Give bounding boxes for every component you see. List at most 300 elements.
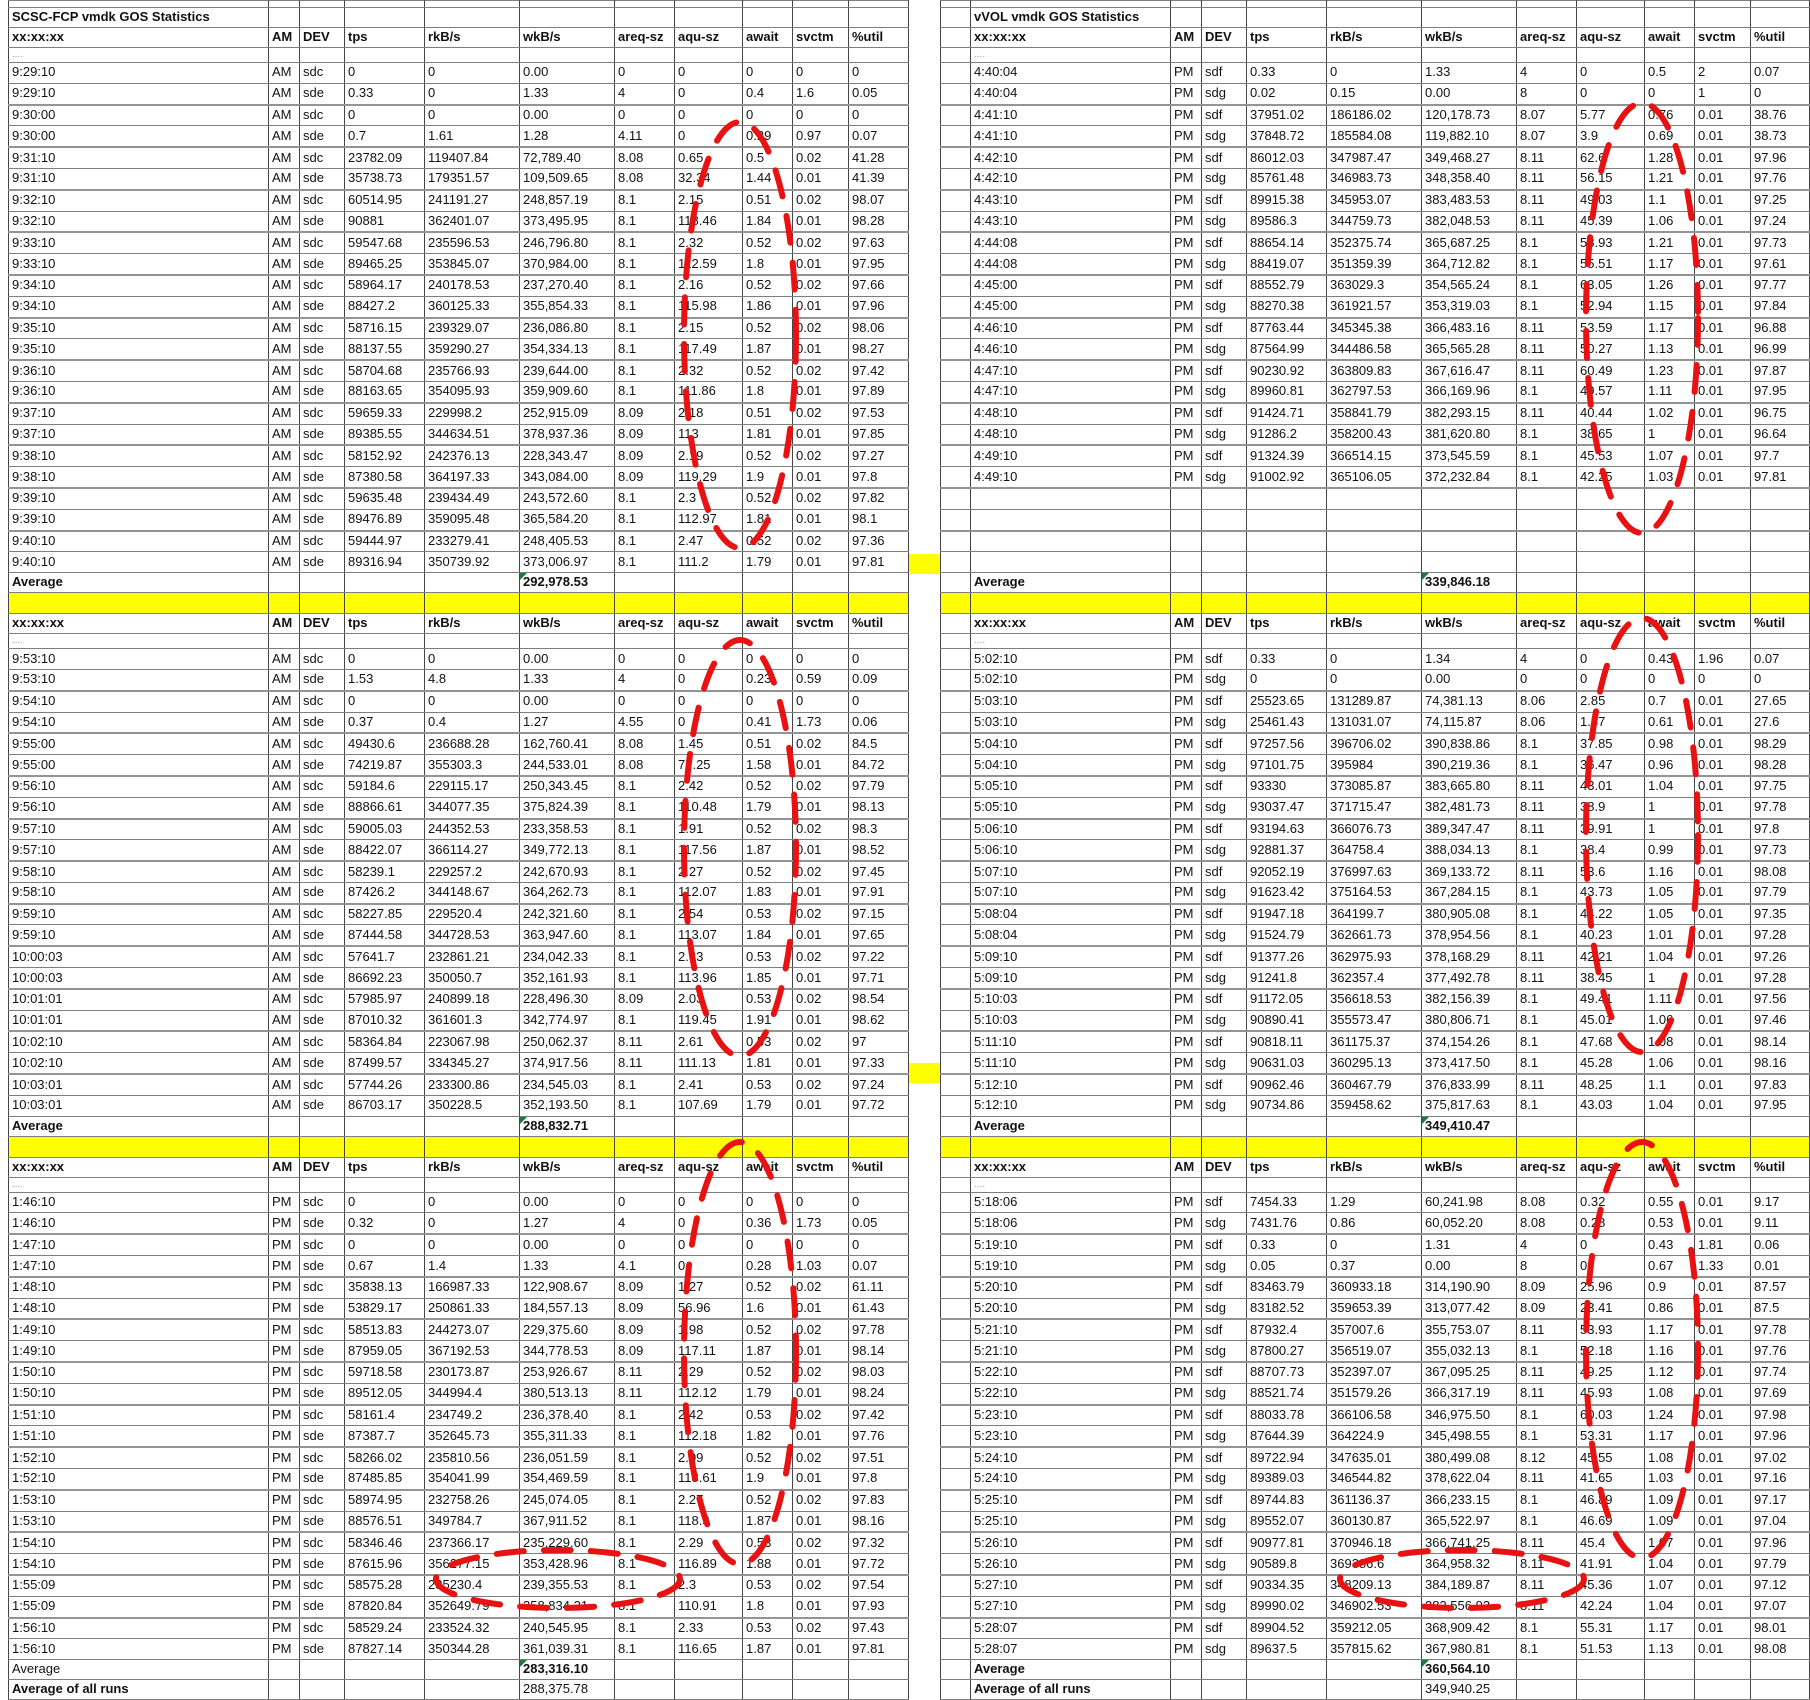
cell-areq-sz[interactable]: 8.09 xyxy=(615,989,675,1010)
column-header-tps[interactable]: tps xyxy=(1247,614,1327,634)
cell-svctm[interactable]: 0.01 xyxy=(793,424,849,445)
column-header-areq-sz[interactable]: areq-sz xyxy=(615,28,675,48)
cell-await[interactable]: 1.17 xyxy=(1645,1319,1695,1340)
cell-wkbs[interactable]: 367,911.52 xyxy=(520,1511,615,1532)
cell-ampm[interactable]: PM xyxy=(1171,1192,1202,1213)
cell-ampm[interactable]: PM xyxy=(1171,882,1202,903)
cell-svctm[interactable]: 0.01 xyxy=(793,296,849,317)
cell-areq-sz[interactable]: 8.1 xyxy=(1517,1053,1577,1074)
cell-util[interactable]: 98.54 xyxy=(849,989,909,1010)
cell-rkbs[interactable]: 232758.26 xyxy=(425,1490,520,1511)
cell-util[interactable]: 0 xyxy=(1751,83,1810,104)
cell-util[interactable]: 97.76 xyxy=(1751,168,1810,189)
cell-aqu-sz[interactable]: 117.11 xyxy=(675,1341,743,1362)
cell-svctm[interactable]: 0.01 xyxy=(793,211,849,232)
cell-areq-sz[interactable]: 8.1 xyxy=(1517,1618,1577,1639)
cell-svctm[interactable]: 0.01 xyxy=(1695,445,1751,466)
cell-tps[interactable]: 97257.56 xyxy=(1247,733,1327,754)
cell-await[interactable]: 0.52 xyxy=(743,531,793,552)
cell-time[interactable]: 4:48:10 xyxy=(971,424,1171,445)
cell-svctm[interactable]: 0.01 xyxy=(793,1554,849,1575)
cell-tps[interactable]: 91286.2 xyxy=(1247,424,1327,445)
cell-wkbs[interactable]: 234,545.03 xyxy=(520,1074,615,1095)
cell-await[interactable]: 1.8 xyxy=(743,381,793,402)
cell-util[interactable]: 97.56 xyxy=(1751,989,1810,1010)
cell-tps[interactable]: 74219.87 xyxy=(345,755,425,776)
cell-dev[interactable]: sde xyxy=(300,126,345,147)
cell-areq-sz[interactable]: 8.1 xyxy=(615,509,675,530)
cell-util[interactable]: 97.95 xyxy=(1751,1095,1810,1116)
cell-svctm[interactable]: 0.01 xyxy=(1695,1426,1751,1447)
cell-await[interactable]: 0.67 xyxy=(1645,1256,1695,1277)
cell-areq-sz[interactable]: 4 xyxy=(615,1213,675,1234)
cell-svctm[interactable]: 0.01 xyxy=(793,552,849,573)
cell-wkbs[interactable]: 378,168.29 xyxy=(1422,946,1517,967)
cell-util[interactable]: 97.72 xyxy=(849,1554,909,1575)
cell-ampm[interactable]: PM xyxy=(1171,254,1202,275)
cell-wkbs[interactable]: 252,915.09 xyxy=(520,403,615,424)
cell-wkbs[interactable]: 346,975.50 xyxy=(1422,1405,1517,1426)
cell-util[interactable]: 84.5 xyxy=(849,733,909,754)
cell-time[interactable]: 9:33:10 xyxy=(9,232,269,253)
cell-time[interactable]: 5:22:10 xyxy=(971,1383,1171,1404)
cell-tps[interactable]: 89990.02 xyxy=(1247,1596,1327,1617)
cell-dev[interactable]: sdc xyxy=(300,1192,345,1213)
cell-rkbs[interactable]: 362797.53 xyxy=(1327,381,1422,402)
cell-util[interactable]: 96.88 xyxy=(1751,318,1810,339)
cell-areq-sz[interactable]: 8.1 xyxy=(615,1010,675,1031)
cell-tps[interactable]: 59659.33 xyxy=(345,403,425,424)
cell-tps[interactable]: 87387.7 xyxy=(345,1426,425,1447)
cell-rkbs[interactable]: 235596.53 xyxy=(425,232,520,253)
cell-areq-sz[interactable]: 8.11 xyxy=(1517,211,1577,232)
cell-aqu-sz[interactable]: 112.97 xyxy=(675,509,743,530)
cell-time[interactable]: 5:12:10 xyxy=(971,1074,1171,1095)
cell-util[interactable]: 97.81 xyxy=(849,552,909,573)
cell-tps[interactable]: 1.53 xyxy=(345,669,425,690)
cell-wkbs[interactable]: 367,616.47 xyxy=(1422,360,1517,381)
cell-rkbs[interactable]: 349784.7 xyxy=(425,1511,520,1532)
cell-util[interactable]: 97.83 xyxy=(849,1490,909,1511)
cell-await[interactable]: 1.16 xyxy=(1645,861,1695,882)
cell-tps[interactable]: 88163.65 xyxy=(345,381,425,402)
cell-areq-sz[interactable]: 4 xyxy=(1517,649,1577,670)
cell-dev[interactable]: sdc xyxy=(300,1490,345,1511)
column-header-dev[interactable]: DEV xyxy=(1202,28,1247,48)
cell-dev[interactable]: sdc xyxy=(300,1234,345,1255)
cell-util[interactable]: 98.14 xyxy=(1751,1031,1810,1052)
average-all-runs-wkbs-value[interactable]: 288,375.78 xyxy=(520,1680,615,1700)
cell-svctm[interactable]: 0.01 xyxy=(1695,946,1751,967)
cell-svctm[interactable]: 0.01 xyxy=(1695,1192,1751,1213)
cell-ampm[interactable]: PM xyxy=(1171,776,1202,797)
cell-await[interactable]: 1.07 xyxy=(1645,1532,1695,1553)
cell-time[interactable]: 1:55:09 xyxy=(9,1575,269,1596)
cell-rkbs[interactable]: 0 xyxy=(1327,669,1422,690)
column-header-ampm[interactable]: AM xyxy=(269,28,300,48)
column-header-tps[interactable]: tps xyxy=(345,1157,425,1177)
cell-wkbs[interactable]: 60,052.20 xyxy=(1422,1213,1517,1234)
column-header-areq-sz[interactable]: areq-sz xyxy=(1517,614,1577,634)
cell-dev[interactable]: sde xyxy=(300,1213,345,1234)
column-header-aqu-sz[interactable]: aqu-sz xyxy=(675,1157,743,1177)
cell-time[interactable]: 1:50:10 xyxy=(9,1362,269,1383)
cell-util[interactable]: 97.95 xyxy=(1751,381,1810,402)
column-header-time[interactable]: xx:xx:xx xyxy=(971,614,1171,634)
cell-dev[interactable]: sdf xyxy=(1202,232,1247,253)
cell-aqu-sz[interactable]: 2.27 xyxy=(675,861,743,882)
cell-rkbs[interactable]: 233300.86 xyxy=(425,1074,520,1095)
cell-rkbs[interactable]: 344148.67 xyxy=(425,882,520,903)
cell-time[interactable]: 5:25:10 xyxy=(971,1490,1171,1511)
cell-rkbs[interactable]: 0.86 xyxy=(1327,1213,1422,1234)
cell-tps[interactable]: 58346.46 xyxy=(345,1532,425,1553)
cell-time[interactable]: 1:48:10 xyxy=(9,1277,269,1298)
cell-areq-sz[interactable]: 8.09 xyxy=(615,1341,675,1362)
cell-await[interactable]: 1.88 xyxy=(743,1554,793,1575)
cell-tps[interactable]: 88521.74 xyxy=(1247,1383,1327,1404)
cell-rkbs[interactable]: 347635.01 xyxy=(1327,1447,1422,1468)
cell-tps[interactable]: 57985.97 xyxy=(345,989,425,1010)
cell-dev[interactable]: sdf xyxy=(1202,1532,1247,1553)
cell-util[interactable]: 97.91 xyxy=(849,882,909,903)
cell-ampm[interactable]: PM xyxy=(1171,211,1202,232)
cell-util[interactable]: 27.65 xyxy=(1751,691,1810,712)
cell-tps[interactable]: 23782.09 xyxy=(345,147,425,168)
cell-ampm[interactable]: AM xyxy=(269,904,300,925)
cell-aqu-sz[interactable]: 2.32 xyxy=(675,360,743,381)
cell-rkbs[interactable]: 350050.7 xyxy=(425,968,520,989)
cell-aqu-sz[interactable]: 55.51 xyxy=(1577,254,1645,275)
cell-await[interactable]: 1.83 xyxy=(743,882,793,903)
cell-dev[interactable]: sdg xyxy=(1202,669,1247,690)
cell-await[interactable]: 1.05 xyxy=(1645,904,1695,925)
cell-tps[interactable]: 88137.55 xyxy=(345,339,425,360)
cell-svctm[interactable]: 1.81 xyxy=(1695,1234,1751,1255)
cell-time[interactable]: 5:21:10 xyxy=(971,1341,1171,1362)
cell-ampm[interactable]: AM xyxy=(269,190,300,211)
cell-rkbs[interactable]: 346983.73 xyxy=(1327,168,1422,189)
cell-util[interactable]: 0.05 xyxy=(849,83,909,104)
cell-aqu-sz[interactable]: 3.9 xyxy=(1577,126,1645,147)
cell-dev[interactable]: sdg xyxy=(1202,1639,1247,1660)
cell-rkbs[interactable]: 229115.17 xyxy=(425,776,520,797)
cell-wkbs[interactable]: 383,483.53 xyxy=(1422,190,1517,211)
cell-await[interactable]: 1.17 xyxy=(1645,1618,1695,1639)
cell-ampm[interactable]: PM xyxy=(1171,1074,1202,1095)
cell-tps[interactable]: 90977.81 xyxy=(1247,1532,1327,1553)
cell-svctm[interactable]: 0.02 xyxy=(793,1074,849,1095)
cell-areq-sz[interactable]: 8.1 xyxy=(615,1575,675,1596)
cell-svctm[interactable]: 0.02 xyxy=(793,1490,849,1511)
cell-svctm[interactable]: 0.01 xyxy=(793,968,849,989)
cell-areq-sz[interactable]: 8.1 xyxy=(615,968,675,989)
cell-ampm[interactable]: PM xyxy=(1171,403,1202,424)
column-header-wkbs[interactable]: wkB/s xyxy=(1422,614,1517,634)
cell-rkbs[interactable]: 364758.4 xyxy=(1327,840,1422,861)
cell-areq-sz[interactable]: 8.1 xyxy=(615,1490,675,1511)
cell-wkbs[interactable]: 248,857.19 xyxy=(520,190,615,211)
cell-areq-sz[interactable]: 8.11 xyxy=(1517,797,1577,818)
cell-util[interactable]: 98.07 xyxy=(849,190,909,211)
cell-time[interactable]: 4:45:00 xyxy=(971,296,1171,317)
cell-areq-sz[interactable]: 4 xyxy=(615,83,675,104)
cell-util[interactable]: 96.99 xyxy=(1751,339,1810,360)
cell-tps[interactable]: 0 xyxy=(345,63,425,84)
cell-await[interactable]: 1.84 xyxy=(743,925,793,946)
cell-aqu-sz[interactable]: 112.18 xyxy=(675,1426,743,1447)
cell-tps[interactable]: 90962.46 xyxy=(1247,1074,1327,1095)
cell-aqu-sz[interactable]: 112.07 xyxy=(675,882,743,903)
cell-time[interactable]: 4:49:10 xyxy=(971,467,1171,488)
cell-aqu-sz[interactable]: 0 xyxy=(1577,649,1645,670)
average-label[interactable]: Average xyxy=(9,573,269,593)
cell-dev[interactable]: sdc xyxy=(300,946,345,967)
column-header-areq-sz[interactable]: areq-sz xyxy=(1517,1157,1577,1177)
cell-dev[interactable]: sdf xyxy=(1202,1575,1247,1596)
cell-aqu-sz[interactable]: 38.9 xyxy=(1577,797,1645,818)
cell-svctm[interactable]: 0.01 xyxy=(1695,296,1751,317)
cell-ampm[interactable]: PM xyxy=(269,1639,300,1660)
cell-areq-sz[interactable]: 8.11 xyxy=(1517,1532,1577,1553)
cell-ampm[interactable]: AM xyxy=(269,232,300,253)
cell-areq-sz[interactable]: 8.11 xyxy=(1517,861,1577,882)
cell-aqu-sz[interactable]: 0 xyxy=(1577,669,1645,690)
cell-svctm[interactable]: 0.01 xyxy=(1695,105,1751,126)
cell-tps[interactable]: 90734.86 xyxy=(1247,1095,1327,1116)
cell-aqu-sz[interactable]: 2.33 xyxy=(675,946,743,967)
cell-await[interactable]: 1.03 xyxy=(1645,1469,1695,1490)
cell-await[interactable]: 1.03 xyxy=(1645,467,1695,488)
cell-dev[interactable]: sdc xyxy=(300,1447,345,1468)
cell-await[interactable]: 1.87 xyxy=(743,1639,793,1660)
cell-dev[interactable]: sdf xyxy=(1202,904,1247,925)
cell-aqu-sz[interactable]: 0 xyxy=(675,649,743,670)
cell-tps[interactable]: 90881 xyxy=(345,211,425,232)
cell-svctm[interactable]: 0.01 xyxy=(1695,403,1751,424)
cell-util[interactable]: 97.96 xyxy=(1751,1532,1810,1553)
cell-util[interactable]: 97.28 xyxy=(1751,968,1810,989)
cell-svctm[interactable]: 0.02 xyxy=(793,1277,849,1298)
cell-time[interactable]: 10:03:01 xyxy=(9,1095,269,1116)
cell-aqu-sz[interactable]: 112.12 xyxy=(675,1383,743,1404)
cell-time[interactable]: 5:08:04 xyxy=(971,925,1171,946)
cell-rkbs[interactable]: 353845.07 xyxy=(425,254,520,275)
cell-await[interactable]: 1.84 xyxy=(743,211,793,232)
cell-svctm[interactable]: 0.01 xyxy=(1695,1618,1751,1639)
cell-aqu-sz[interactable]: 46.69 xyxy=(1577,1511,1645,1532)
cell-rkbs[interactable]: 367192.53 xyxy=(425,1341,520,1362)
cell-util[interactable]: 9.11 xyxy=(1751,1213,1810,1234)
cell-await[interactable]: 0.36 xyxy=(743,1213,793,1234)
cell-tps[interactable]: 87485.85 xyxy=(345,1469,425,1490)
cell-ampm[interactable]: PM xyxy=(269,1554,300,1575)
cell-time[interactable]: 5:24:10 xyxy=(971,1469,1171,1490)
cell-time[interactable]: 9:59:10 xyxy=(9,904,269,925)
cell-await[interactable]: 1.13 xyxy=(1645,1639,1695,1660)
cell-ampm[interactable]: PM xyxy=(1171,1053,1202,1074)
cell-tps[interactable]: 88033.78 xyxy=(1247,1405,1327,1426)
cell-util[interactable]: 97.76 xyxy=(1751,1341,1810,1362)
cell-tps[interactable]: 0.37 xyxy=(345,712,425,733)
cell-util[interactable]: 98.3 xyxy=(849,819,909,840)
cell-ampm[interactable]: AM xyxy=(269,403,300,424)
cell-rkbs[interactable]: 350739.92 xyxy=(425,552,520,573)
cell-rkbs[interactable]: 166987.33 xyxy=(425,1277,520,1298)
cell-time[interactable]: 4:43:10 xyxy=(971,190,1171,211)
cell-util[interactable]: 97.42 xyxy=(849,360,909,381)
cell-ampm[interactable]: PM xyxy=(1171,925,1202,946)
cell-svctm[interactable]: 2 xyxy=(1695,63,1751,84)
cell-time[interactable]: 9:54:10 xyxy=(9,712,269,733)
cell-aqu-sz[interactable]: 2.33 xyxy=(675,1618,743,1639)
cell-time[interactable]: 9:34:10 xyxy=(9,296,269,317)
cell-await[interactable]: 0.51 xyxy=(743,403,793,424)
cell-aqu-sz[interactable]: 0 xyxy=(675,1213,743,1234)
cell-aqu-sz[interactable]: 55.31 xyxy=(1577,1618,1645,1639)
cell-util[interactable]: 97 xyxy=(849,1031,909,1052)
cell-rkbs[interactable]: 396706.02 xyxy=(1327,733,1422,754)
cell-svctm[interactable]: 0.01 xyxy=(1695,1298,1751,1319)
cell-tps[interactable]: 89722.94 xyxy=(1247,1447,1327,1468)
cell-dev[interactable]: sde xyxy=(300,296,345,317)
cell-dev[interactable]: sdc xyxy=(300,445,345,466)
cell-tps[interactable]: 0.33 xyxy=(345,83,425,104)
cell-dev[interactable]: sde xyxy=(300,1426,345,1447)
cell-ampm[interactable]: AM xyxy=(269,1031,300,1052)
cell-wkbs[interactable]: 380,806.71 xyxy=(1422,1010,1517,1031)
cell-aqu-sz[interactable]: 40.44 xyxy=(1577,403,1645,424)
cell-await[interactable]: 1.17 xyxy=(1645,318,1695,339)
cell-time[interactable]: 4:40:04 xyxy=(971,83,1171,104)
cell-aqu-sz[interactable]: 44.22 xyxy=(1577,904,1645,925)
cell-time[interactable]: 5:07:10 xyxy=(971,882,1171,903)
cell-ampm[interactable]: PM xyxy=(269,1341,300,1362)
cell-wkbs[interactable]: 250,343.45 xyxy=(520,776,615,797)
cell-util[interactable]: 97.7 xyxy=(1751,445,1810,466)
column-header-time[interactable]: xx:xx:xx xyxy=(9,614,269,634)
column-header-aqu-sz[interactable]: aqu-sz xyxy=(675,614,743,634)
cell-ampm[interactable]: PM xyxy=(1171,1469,1202,1490)
cell-ampm[interactable]: PM xyxy=(269,1596,300,1617)
cell-await[interactable]: 1.91 xyxy=(743,1010,793,1031)
cell-areq-sz[interactable]: 8.1 xyxy=(615,1639,675,1660)
cell-svctm[interactable]: 0.01 xyxy=(793,1469,849,1490)
cell-svctm[interactable]: 0 xyxy=(793,691,849,712)
cell-time[interactable]: 5:02:10 xyxy=(971,669,1171,690)
cell-util[interactable]: 97.81 xyxy=(849,1639,909,1660)
cell-rkbs[interactable]: 352397.07 xyxy=(1327,1362,1422,1383)
cell-wkbs[interactable]: 162,760.41 xyxy=(520,733,615,754)
column-header-svctm[interactable]: svctm xyxy=(793,614,849,634)
cell-areq-sz[interactable]: 8.08 xyxy=(1517,1213,1577,1234)
cell-wkbs[interactable]: 236,086.80 xyxy=(520,318,615,339)
cell-await[interactable]: 1.13 xyxy=(1645,339,1695,360)
average-label[interactable]: Average xyxy=(9,1660,269,1680)
cell-areq-sz[interactable]: 8.1 xyxy=(1517,445,1577,466)
cell-svctm[interactable]: 0.02 xyxy=(793,190,849,211)
cell-svctm[interactable]: 0.02 xyxy=(793,776,849,797)
cell-dev[interactable]: sdc xyxy=(300,1319,345,1340)
cell-await[interactable]: 1.87 xyxy=(743,1341,793,1362)
cell-aqu-sz[interactable]: 45.53 xyxy=(1577,445,1645,466)
cell-dev[interactable]: sdg xyxy=(1202,83,1247,104)
cell-tps[interactable]: 83463.79 xyxy=(1247,1277,1327,1298)
cell-areq-sz[interactable]: 8.1 xyxy=(615,882,675,903)
cell-areq-sz[interactable]: 8.1 xyxy=(615,360,675,381)
cell-aqu-sz[interactable]: 45.28 xyxy=(1577,1053,1645,1074)
cell-dev[interactable]: sdg xyxy=(1202,254,1247,275)
cell-time[interactable]: 4:46:10 xyxy=(971,339,1171,360)
cell-util[interactable]: 97.36 xyxy=(849,531,909,552)
cell-await[interactable]: 0.41 xyxy=(743,712,793,733)
cell-time[interactable]: 5:05:10 xyxy=(971,776,1171,797)
cell-svctm[interactable]: 0.01 xyxy=(793,1383,849,1404)
cell-rkbs[interactable]: 395984 xyxy=(1327,755,1422,776)
cell-dev[interactable]: sdg xyxy=(1202,1341,1247,1362)
cell-rkbs[interactable]: 354095.93 xyxy=(425,381,520,402)
column-header-await[interactable]: await xyxy=(1645,1157,1695,1177)
cell-time[interactable]: 4:47:10 xyxy=(971,360,1171,381)
cell-wkbs[interactable]: 228,496.30 xyxy=(520,989,615,1010)
cell-aqu-sz[interactable]: 36.47 xyxy=(1577,755,1645,776)
cell-ampm[interactable]: PM xyxy=(269,1511,300,1532)
cell-wkbs[interactable]: 243,572.60 xyxy=(520,488,615,509)
cell-aqu-sz[interactable]: 45.36 xyxy=(1577,1575,1645,1596)
cell-util[interactable]: 97.85 xyxy=(849,424,909,445)
cell-areq-sz[interactable]: 8.08 xyxy=(1517,1192,1577,1213)
cell-rkbs[interactable]: 360933.18 xyxy=(1327,1277,1422,1298)
cell-time[interactable]: 9:38:10 xyxy=(9,445,269,466)
cell-svctm[interactable]: 0.01 xyxy=(1695,882,1751,903)
cell-util[interactable]: 97.73 xyxy=(1751,840,1810,861)
cell-aqu-sz[interactable]: 50.27 xyxy=(1577,339,1645,360)
cell-await[interactable]: 1.81 xyxy=(743,509,793,530)
cell-ampm[interactable]: AM xyxy=(269,968,300,989)
cell-rkbs[interactable]: 223067.98 xyxy=(425,1031,520,1052)
cell-areq-sz[interactable]: 8.1 xyxy=(615,1511,675,1532)
cell-aqu-sz[interactable]: 118.61 xyxy=(675,1469,743,1490)
column-header-aqu-sz[interactable]: aqu-sz xyxy=(1577,28,1645,48)
cell-tps[interactable]: 0.33 xyxy=(1247,1234,1327,1255)
cell-ampm[interactable]: PM xyxy=(1171,1405,1202,1426)
cell-tps[interactable]: 25523.65 xyxy=(1247,691,1327,712)
cell-ampm[interactable]: PM xyxy=(1171,819,1202,840)
cell-tps[interactable]: 58964.17 xyxy=(345,275,425,296)
cell-wkbs[interactable]: 237,270.40 xyxy=(520,275,615,296)
cell-areq-sz[interactable]: 8.1 xyxy=(1517,1341,1577,1362)
column-header-dev[interactable]: DEV xyxy=(300,614,345,634)
cell-dev[interactable]: sdf xyxy=(1202,1490,1247,1511)
cell-time[interactable]: 5:26:10 xyxy=(971,1532,1171,1553)
cell-dev[interactable]: sde xyxy=(300,1010,345,1031)
cell-wkbs[interactable]: 358,834.21 xyxy=(520,1596,615,1617)
cell-areq-sz[interactable]: 8.1 xyxy=(615,381,675,402)
cell-areq-sz[interactable]: 8.11 xyxy=(1517,190,1577,211)
cell-tps[interactable]: 57641.7 xyxy=(345,946,425,967)
cell-tps[interactable]: 88576.51 xyxy=(345,1511,425,1532)
cell-dev[interactable]: sdc xyxy=(300,1532,345,1553)
cell-svctm[interactable]: 0.01 xyxy=(793,509,849,530)
cell-rkbs[interactable]: 241191.27 xyxy=(425,190,520,211)
cell-rkbs[interactable]: 346902.53 xyxy=(1327,1596,1422,1617)
cell-dev[interactable]: sdg xyxy=(1202,1256,1247,1277)
cell-tps[interactable]: 49430.6 xyxy=(345,733,425,754)
cell-rkbs[interactable]: 356519.07 xyxy=(1327,1341,1422,1362)
cell-svctm[interactable]: 0 xyxy=(793,1192,849,1213)
cell-time[interactable]: 4:48:10 xyxy=(971,403,1171,424)
cell-rkbs[interactable]: 366106.58 xyxy=(1327,1405,1422,1426)
